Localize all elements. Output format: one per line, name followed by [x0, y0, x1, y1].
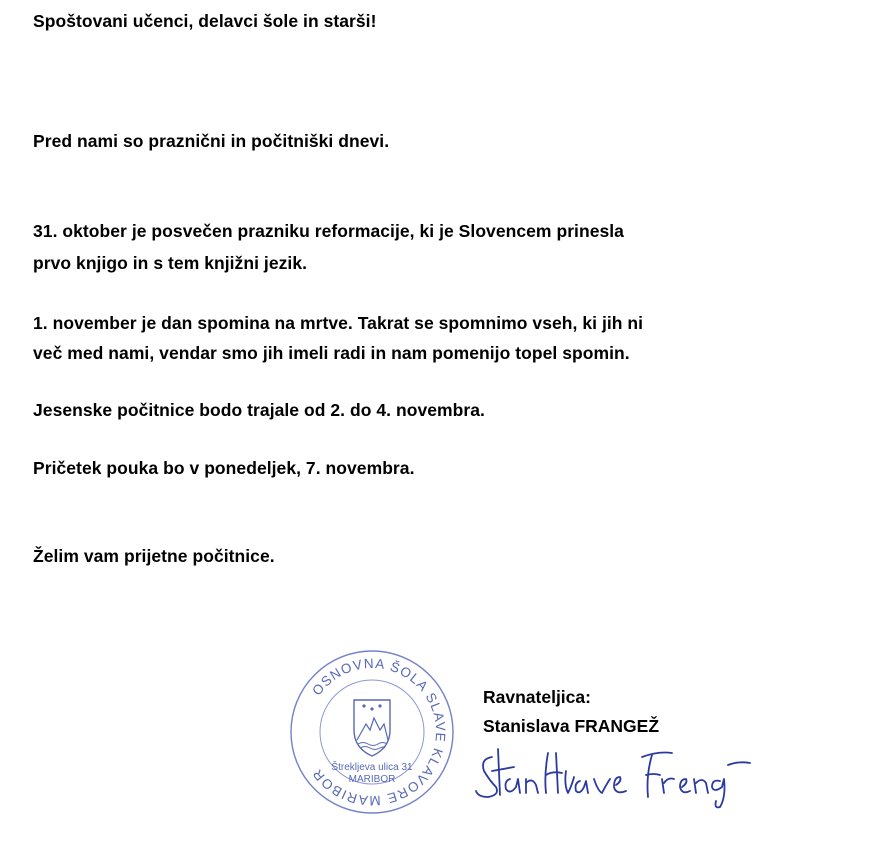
intro-line: Pred nami so praznični in počitniški dnevi. [33, 131, 390, 151]
greeting: Spoštovani učenci, delavci šole in starši! [33, 11, 377, 31]
signatory-name: Stanislava FRANGEŽ [483, 716, 660, 736]
handwritten-signature [470, 735, 760, 810]
signatory-title: Ravnateljica: [483, 687, 591, 707]
seal-ring-text: OSNOVNA ŠOLA SLAVE KLAVORE MARIBOR [309, 655, 449, 809]
seal-street: Štrekljeva ulica 31 [331, 762, 413, 773]
closing-line: Želim vam prijetne počitnice. [33, 546, 275, 566]
school-seal [288, 648, 456, 816]
paragraph-reformation-line-2: prvo knjigo in s tem knjižni jezik. [33, 253, 308, 273]
paragraph-holiday-dates: Jesenske počitnice bodo trajale od 2. do 4. novembra. [33, 400, 485, 420]
seal-graphic [288, 648, 456, 816]
paragraph-remembrance-line-2: več med nami, vendar smo jih imeli radi in nam pomenijo topel spomin. [33, 343, 630, 363]
seal-city: MARIBOR [348, 774, 396, 785]
coat-of-arms-icon [354, 700, 390, 756]
paragraph-school-restart: Pričetek pouka bo v ponedeljek, 7. novembra. [33, 458, 415, 478]
paragraph-reformation-line-1: 31. oktober je posvečen prazniku reformacije, ki je Slovencem prinesla [33, 221, 624, 241]
paragraph-remembrance-line-1: 1. november je dan spomina na mrtve. Takrat se spomnimo vseh, ki jih ni [33, 313, 644, 333]
svg-text:OSNOVNA ŠOLA SLAVE KLAVORE MAR [309, 656, 448, 808]
